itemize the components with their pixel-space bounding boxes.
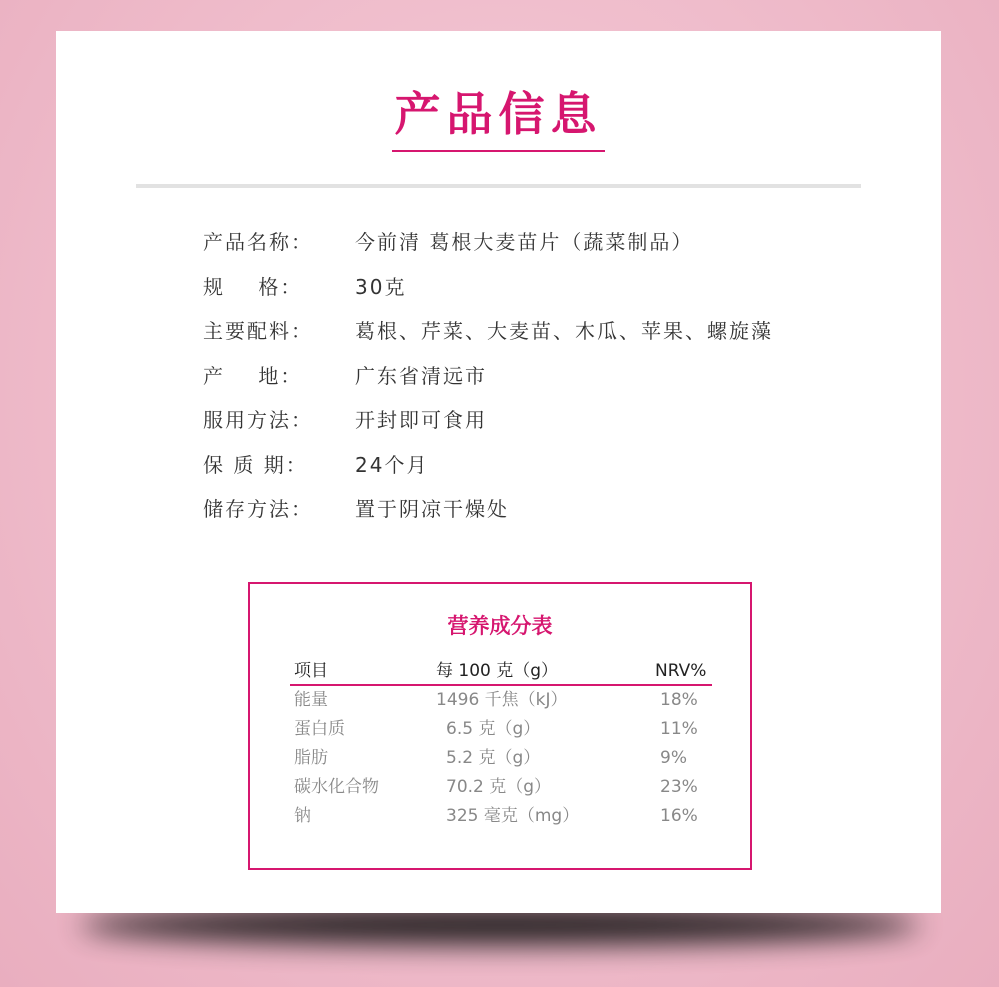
info-label: 主要配料： (203, 319, 313, 343)
info-value: 今前清 葛根大麦苗片（蔬菜制品） (355, 230, 694, 254)
info-label: 产 地： (203, 364, 303, 388)
info-value: 葛根、芹菜、大麦苗、木瓜、苹果、螺旋藻 (355, 319, 773, 343)
nutrition-row-nrv: 23% (660, 777, 698, 797)
info-value: 开封即可食用 (355, 408, 487, 432)
nutrition-row-name: 碳水化合物 (294, 777, 379, 797)
nutrition-row-name: 钠 (294, 806, 311, 826)
info-label: 保 质 期： (203, 453, 308, 477)
nutrition-row-amount: 70.2 克（g） (446, 777, 552, 797)
info-label: 储存方法： (203, 497, 313, 521)
title-underline (392, 150, 605, 152)
nutrition-row-nrv: 18% (660, 690, 698, 710)
nutrition-row-amount: 1496 千焦（kJ） (436, 690, 568, 710)
info-label: 规 格： (203, 275, 303, 299)
nutrition-row-amount: 325 毫克（mg） (446, 806, 580, 826)
section-divider (136, 184, 861, 188)
nutrition-header-nrv: NRV% (655, 661, 707, 681)
nutrition-table (248, 582, 752, 870)
info-value: 30克 (355, 275, 407, 299)
nutrition-header-item: 项目 (294, 661, 328, 681)
nutrition-title: 营养成分表 (447, 614, 553, 638)
info-value: 置于阴凉干燥处 (355, 497, 509, 521)
nutrition-row-name: 能量 (294, 690, 328, 710)
info-value: 广东省清远市 (355, 364, 487, 388)
nutrition-row-amount: 5.2 克（g） (446, 748, 541, 768)
nutrition-row-nrv: 11% (660, 719, 698, 739)
nutrition-row-amount: 6.5 克（g） (446, 719, 541, 739)
nutrition-header-line (290, 684, 712, 686)
info-value: 24个月 (355, 453, 429, 477)
info-label: 服用方法： (203, 408, 313, 432)
page-title: 产品信息 (394, 87, 603, 141)
nutrition-row-nrv: 16% (660, 806, 698, 826)
nutrition-row-name: 脂肪 (294, 748, 328, 768)
nutrition-header-per100g: 每 100 克（g） (436, 661, 559, 681)
info-label: 产品名称： (203, 230, 313, 254)
product-info-card (56, 31, 941, 913)
nutrition-row-nrv: 9% (660, 748, 687, 768)
nutrition-row-name: 蛋白质 (294, 719, 345, 739)
